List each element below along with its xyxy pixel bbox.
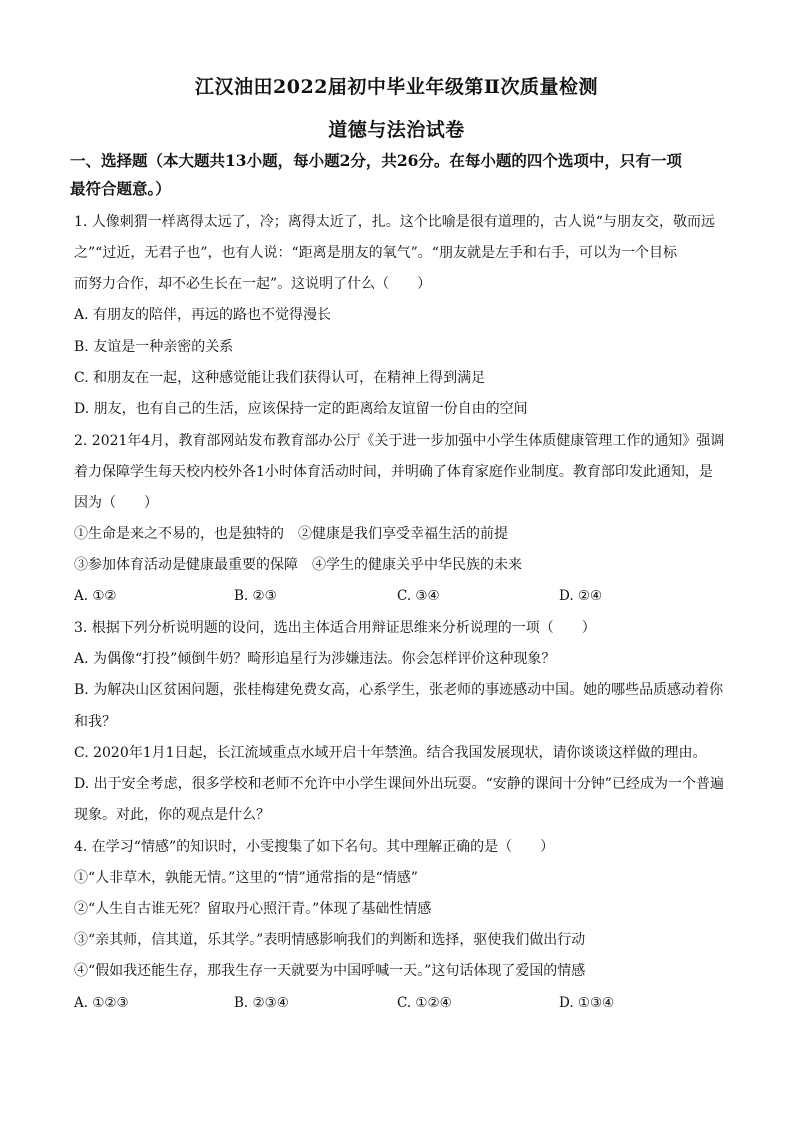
q4-statement-line: ③“亲其师，信其道，乐其学。”表明情感影响我们的判断和选择，驱使我们做出行动 [74,932,586,948]
q3-option-a: A. 为偶像“打投”倾倒牛奶？畸形追星行为涉嫌违法。你会怎样评价这种现象？ [74,651,556,667]
q2-statement-line: ③参加体育活动是健康最重要的保障 ④学生的健康关乎中华民族的未来 [74,557,522,573]
q1-option-b: B. 友谊是一种亲密的关系 [74,339,234,355]
q4-option-a: A. ①②③ [74,995,129,1011]
q3-stem-line: 3. 根据下列分析说明题的设问，选出主体适合用辩证思维来分析说理的一项（ ） [74,620,596,636]
q1-stem-line: 1. 人像刺猬一样离得太远了，冷；离得太近了，扎。这个比喻是很有道理的，古人说“与朋友交，敬而远 [74,214,715,230]
q2-option-b: B. ②③ [234,588,277,604]
q2-statement-line: ①生命是来之不易的，也是独特的 ②健康是我们享受幸福生活的前提 [74,526,508,542]
q4-option-c: C. ①②④ [397,995,452,1011]
q1-stem-line: 而努力合作，却不必生长在一起”。这说明了什么（ ） [74,276,432,292]
q4-statement-line: ①“人非草木，孰能无情。”这里的“情”通常指的是“情感” [74,870,418,886]
q4-statement-line: ②“人生自古谁无死？留取丹心照汗青。”体现了基础性情感 [74,901,432,917]
q2-options [74,586,724,606]
exam-title: 江汉油田2022届初中毕业年级第Ⅱ次质量检测 [195,76,598,98]
q2-stem-line: 着力保障学生每天校内校外各1小时体育活动时间，并明确了体育家庭作业制度。教育部印发此通知，是 [74,464,713,480]
q4-option-b: B. ②③④ [234,995,289,1011]
q4-options [74,993,724,1013]
q1-option-c: C. 和朋友在一起，这种感觉能让我们获得认可，在精神上得到满足 [74,370,486,386]
q4-stem-line: 4. 在学习“情感”的知识时，小雯搜集了如下名句。其中理解正确的是（ ） [74,839,555,855]
q2-option-c: C. ③④ [397,588,440,604]
q1-option-d: D. 朋友，也有自己的生活，应该保持一定的距离给友谊留一份自由的空间 [74,401,528,417]
section-heading: 一、选择题（本大题共13小题，每小题2分，共26分。在每小题的四个选项中，只有一项 [70,151,682,170]
section-heading-cont: 最符合题意。） [70,179,171,198]
q3-option-d: D. 出于安全考虑，很多学校和老师不允许中小学生课间外出玩耍。“安静的课间十分钟”已经成为一个普遍 [74,776,724,792]
q2-stem-line: 因为（ ） [74,495,158,511]
q4-statement-line: ④“假如我还能生存，那我生存一天就要为中国呼喊一天。”这句话体现了爱国的情感 [74,963,586,979]
exam-subtitle: 道德与法治试卷 [328,119,465,141]
q4-option-d: D. ①③④ [559,995,615,1011]
q1-stem-line: 之”“过近，无君子也”，也有人说：“距离是朋友的氧气”。“朋友就是左手和右手，可以为一个目标 [74,245,677,261]
q3-option-b-cont: 和我？ [74,714,116,730]
q2-option-a: A. ①② [74,588,117,604]
q2-option-d: D. ②④ [559,588,603,604]
q3-option-c: C. 2020年1月1日起，长江流域重点水域开启十年禁渔。结合我国发展现状，请你谈谈这样做的理由。 [74,745,707,761]
q3-option-d-cont: 现象。对此，你的观点是什么？ [74,807,270,823]
q3-option-b: B. 为解决山区贫困问题，张桂梅建免费女高，心系学生，张老师的事迹感动中国。她的哪些品质感动着你 [74,682,724,698]
q1-option-a: A. 有朋友的陪伴，再远的路也不觉得漫长 [74,307,332,323]
q2-stem-line: 2. 2021年4月，教育部网站发布教育部办公厅《关于进一步加强中小学生体质健康管理工作的通知》强调 [74,433,725,449]
